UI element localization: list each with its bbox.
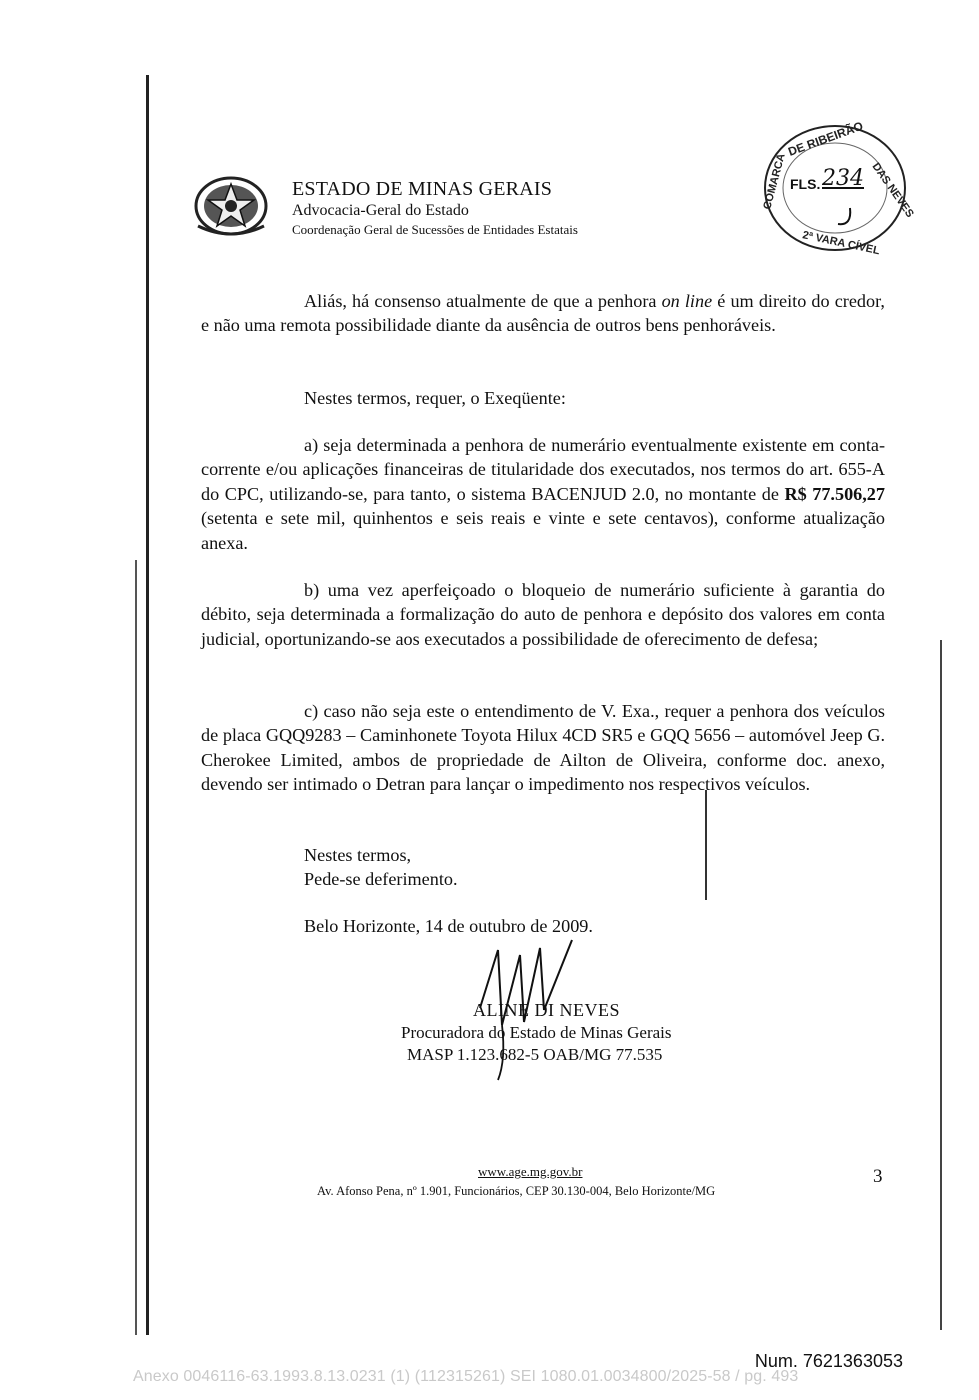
org-department: Coordenação Geral de Sucessões de Entidades Estatais: [292, 222, 578, 237]
closing-line-1: Nestes termos,: [304, 845, 412, 865]
item-c-text: c) caso não seja este o entendimento de V. Exa., requer a penhora dos veículos de placa GQQ9283 – Caminhonete Toyota Hilux 4CD SR5 e GQQ 5656 – automóvel Jeep G. Cherokee Limited, ambos de propriedade de Ailton de Oliveira, conforme doc. anexo, devendo ser intimado o Detran para lançar o impedimento nos respectivos veículos.: [201, 701, 885, 795]
document-number: Num. 7621363053: [754, 1351, 903, 1371]
place-and-date: Belo Horizonte, 14 de outubro de 2009.: [304, 916, 593, 936]
closing-line-2: Pede-se deferimento.: [304, 869, 458, 889]
page-number: 3: [873, 1166, 883, 1187]
paragraph-penhora-online: [201, 289, 885, 338]
scan-mid-edge-line: [705, 790, 707, 900]
p1-emphasis: on line: [661, 291, 713, 311]
item-a-amount: R$ 77.506,27: [784, 483, 885, 504]
paragraph-item-b: [201, 578, 885, 651]
stamp-fls-value: 234: [822, 166, 864, 191]
footer-address: Av. Afonso Pena, nº 1.901, Funcionários, CEP 30.130-004, Belo Horizonte/MG: [317, 1184, 716, 1198]
stamp-fls-label: FLS.: [790, 176, 821, 192]
signatory-name: ALINE DI NEVES: [473, 1000, 620, 1020]
scan-left-edge-line: [146, 75, 149, 1335]
paragraph-request-intro: Nestes termos, requer, o Exeqüente:: [304, 388, 566, 408]
paragraph-item-c: [201, 699, 885, 797]
coat-of-arms-logo: [192, 172, 270, 238]
item-a-text-b: (setenta e sete mil, quinhentos e seis reais e vinte e sete centavos), conforme atualização anexa.: [201, 508, 885, 553]
item-a-text-a: a) seja determinada a penhora de numerário eventualmente existente em conta-corrente e/ou aplicações financeiras de titularidade dos executados, nos termos do art. 655-A do CPC, utilizando-se, para tanto, o sistema BACENJUD 2.0, no montante de: [201, 435, 885, 504]
org-title: ESTADO DE MINAS GERAIS: [292, 178, 553, 200]
p1-text-a: Aliás, há consenso atualmente de que a penhora: [304, 291, 662, 311]
p1-text-b: é um direito do credor, e não uma remota possibilidade diante da ausência de outros bens penhoráveis.: [201, 291, 885, 336]
svg-text:DE RIBEIRÃO: DE RIBEIRÃO: [786, 118, 865, 159]
paragraph-item-a: [201, 433, 885, 555]
svg-text:COMARCA: COMARCA: [761, 152, 788, 211]
scan-left-edge-line-2: [135, 560, 137, 1335]
signatory-registration: MASP 1.123.682-5 OAB/MG 77.535: [407, 1045, 663, 1064]
signatory-role: Procuradora do Estado de Minas Gerais: [401, 1023, 672, 1042]
watermark-reference: Anexo 0046116-63.1993.8.13.0231 (1) (112315261) SEI 1080.01.0034800/2025-58 / pg. 493: [133, 1368, 799, 1385]
item-b-text: b) uma vez aperfeiçoado o bloqueio de numerário suficiente à garantia do débito, seja determinada a formalização do auto de penhora e depósito dos valores em conta judicial, oportunizando-se aos executados a possibilidade de oferecimento de defesa;: [201, 580, 885, 649]
svg-text:2ª VARA CÍVEL: 2ª VARA CÍVEL: [801, 229, 881, 258]
svg-text:DAS NEVES: DAS NEVES: [869, 160, 916, 220]
org-subtitle: Advocacia-Geral do Estado: [292, 202, 469, 219]
footer-website: www.age.mg.gov.br: [478, 1164, 583, 1179]
scan-right-edge-line: [940, 640, 942, 1330]
